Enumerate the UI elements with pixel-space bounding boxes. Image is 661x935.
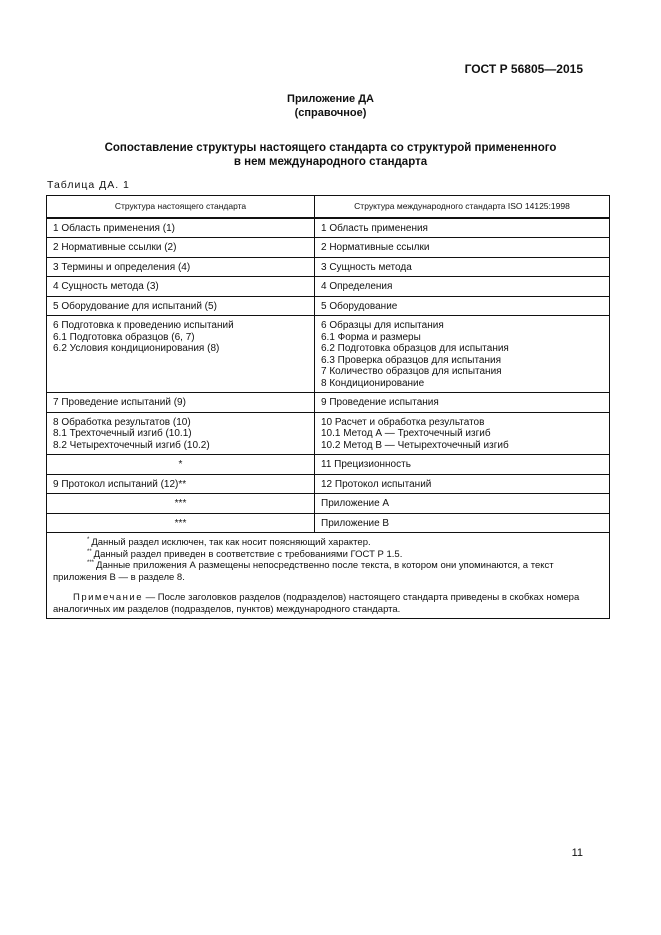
cell-national-moved: *** [47,513,315,533]
cell-national [47,316,315,393]
cell-line: 5 Оборудование для испытаний (5) [53,300,217,312]
cell-line: 10.1 Метод А — Трехточечный изгиб [321,428,491,439]
appendix-title: Приложение ДА [287,93,374,105]
table-row [47,455,610,475]
cell-line: 10.2 Метод В — Четырехточечный изгиб [321,439,509,451]
footnote-2-mark: ** [87,548,92,555]
footnote-3 [53,560,603,583]
table-row [47,474,610,494]
table-row [47,277,610,297]
footnote-3-mark: *** [87,560,95,566]
table-row [47,412,610,455]
cell-international [315,494,610,514]
comparison-table [46,195,610,619]
footnote-3-text: Данные приложения А размещены непосредственно после текста, в котором они упоминаются, а текст приложения В — в разделе 8. [53,560,554,583]
header-international-standard: Структура международного стандарта ISO 14125:1998 [315,196,610,218]
comparison-title-line2: в нем международного стандарта [233,156,428,168]
standard-code: ГОСТ Р 56805—2015 [464,62,583,76]
note-text: — После заголовков разделов (подразделов) настоящего стандарта приведены в скобках номера аналогичных им разделов (подразделов, пунктов) международного стандарта. [53,592,580,615]
comparison-title-line1: Сопоставление структуры настоящего стандарта со структурой примененного [104,142,557,154]
footnote-1-text: Данный раздел исключен, так как носит поясняющий характер. [91,537,371,548]
cell-line: 11 Прецизионность [321,459,411,470]
cell-international [315,257,610,277]
cell-international [315,455,610,475]
cell-line: 12 Протокол испытаний [321,478,432,490]
comparison-title [48,141,613,169]
cell-line: 8.1 Трехточечный изгиб (10.1) [53,428,192,439]
table-caption: Таблица ДА. 1 [47,179,130,191]
cell-line: 1 Область применения (1) [53,222,175,234]
cell-national [47,218,315,238]
cell-national [47,474,315,494]
cell-line: 3 Сущность метода [321,261,412,273]
table-row [47,494,610,514]
table-row [47,296,610,316]
cell-line: 6.2 Условия кондиционирования (8) [53,343,220,354]
cell-line: 6 Подготовка к проведению испытаний [53,320,234,331]
cell-national [47,238,315,258]
cell-line: 8 Обработка результатов (10) [53,416,191,428]
cell-line: 5 Оборудование [321,300,398,312]
cell-line: 4 Определения [321,281,393,292]
footnote-1 [53,537,603,549]
footnote-1-mark: * [87,537,90,543]
cell-line: 7 Количество образцов для испытания [321,366,502,377]
table-note [53,592,603,615]
table-row [47,218,610,238]
cell-line: Приложение А [321,498,390,509]
cell-international [315,393,610,413]
cell-line: 6.1 Форма и размеры [321,331,421,343]
cell-line: 3 Термины и определения (4) [53,261,191,273]
cell-line: 6.1 Подготовка образцов (6, 7) [53,331,195,343]
cell-international [315,218,610,238]
cell-national-excluded: * [47,455,315,475]
header-national-standard: Структура настоящего стандарта [47,196,315,218]
page-number: 11 [571,847,583,859]
footnote-2-text: Данный раздел приведен в соответствие с требованиями ГОСТ Р 1.5. [93,548,403,560]
appendix-heading [0,92,661,120]
cell-international [315,513,610,533]
cell-national [47,277,315,297]
cell-international [315,316,610,393]
cell-line: 6.3 Проверка образцов для испытания [321,354,502,366]
cell-line: 6 Образцы для испытания [321,320,444,331]
cell-line: 9 Проведение испытания [321,397,439,408]
table-row [47,316,610,393]
cell-national [47,296,315,316]
cell-line: 6.2 Подготовка образцов для испытания [321,343,509,354]
cell-line: 10 Расчет и обработка результатов [321,416,485,428]
table-row [47,393,610,413]
cell-international [315,474,610,494]
cell-line: 9 Протокол испытаний (12)** [53,478,187,490]
cell-national [47,412,315,455]
note-label: Примечание [73,592,143,603]
cell-line: 8 Кондиционирование [321,377,425,389]
table-row [47,238,610,258]
cell-line: 2 Нормативные ссылки [321,242,430,253]
cell-international [315,296,610,316]
footnote-2 [53,549,603,561]
cell-line: Приложение В [321,517,390,529]
table-notes [47,533,610,619]
table-header-row [47,196,610,218]
cell-national-moved: *** [47,494,315,514]
cell-international [315,277,610,297]
cell-line: 7 Проведение испытаний (9) [53,397,186,408]
table-notes-row [47,533,610,619]
cell-line: 1 Область применения [321,222,428,234]
cell-line: 4 Сущность метода (3) [53,281,159,292]
cell-international [315,238,610,258]
cell-international [315,412,610,455]
table-row [47,513,610,533]
cell-national [47,393,315,413]
cell-line: 8.2 Четырехточечный изгиб (10.2) [53,439,210,451]
appendix-subtitle: (справочное) [294,107,367,119]
cell-national [47,257,315,277]
table-row [47,257,610,277]
cell-line: 2 Нормативные ссылки (2) [53,242,177,253]
